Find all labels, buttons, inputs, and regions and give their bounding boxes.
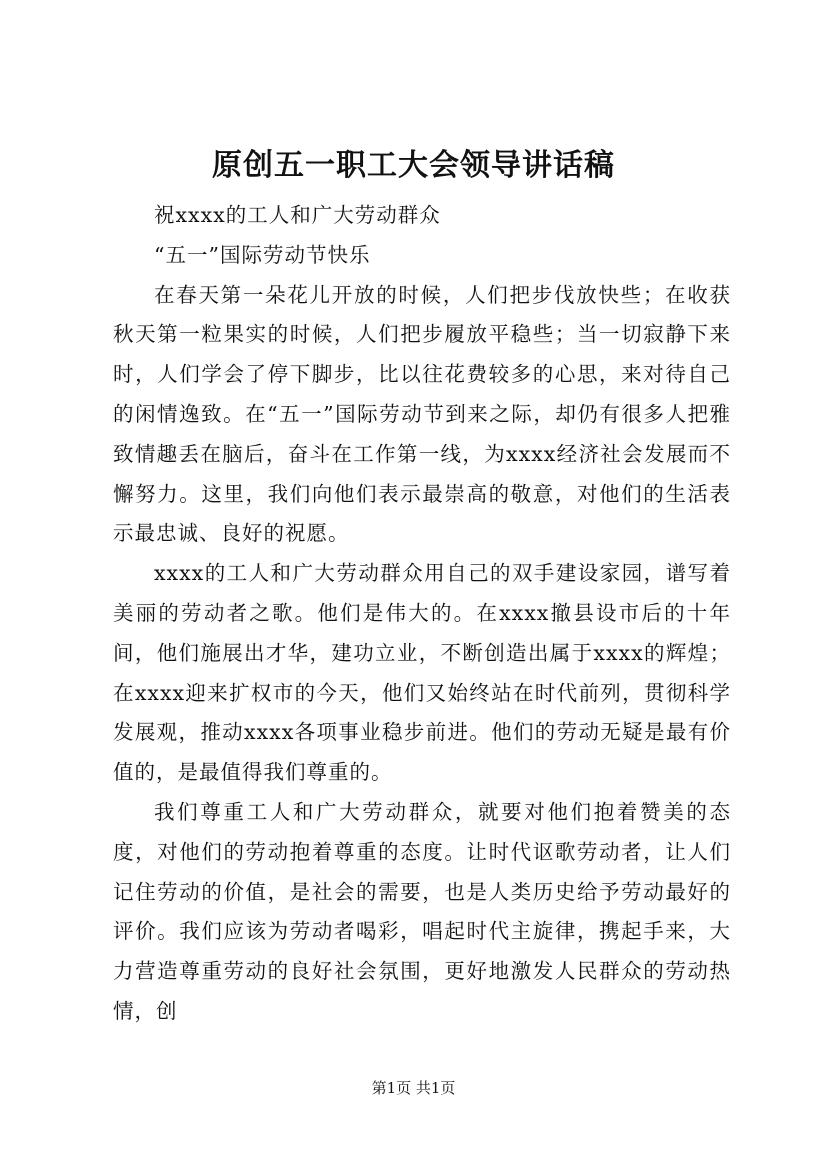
document-title: 原创五一职工大会领导讲话稿	[212, 148, 615, 183]
holiday-line: “五一”国际劳动节快乐	[154, 242, 371, 267]
page-footer: 第1页 共1页	[371, 1079, 456, 1097]
body-paragraph: 我们尊重工人和广大劳动群众，就要对他们抱着赞美的态度，对他们的劳动抱着尊重的态度。让时代讴歌劳动者，让人们记住劳动的价值，是社会的需要，也是人类历史给予劳动最好的评价。我们应该为劳动者喝彩，唱起时代主旋律，携起手来，大力营造尊重劳动的良好社会氛围，更好地激发人民群众的劳动热情，创	[113, 799, 731, 1023]
body-paragraph: xxxx的工人和广大劳动群众用自己的双手建设家园，谱写着美丽的劳动者之歌。他们是伟大的。在xxxx撤县设市后的十年间，他们施展出才华，建功立业，不断创造出属于xxxx的辉煌；在xxxx迎来扩权市的今天，他们又始终站在时代前列，贯彻科学发展观，推动xxxx各项事业稳步前进。他们的劳动无疑是最有价值的，是最值得我们尊重的。	[113, 561, 731, 785]
body-paragraph: 在春天第一朵花儿开放的时候，人们把步伐放快些；在收获秋天第一粒果实的时候，人们把步履放平稳些；当一切寂静下来时，人们学会了停下脚步，比以往花费较多的心思，来对待自己的闲情逸致。在“五一”国际劳动节到来之际，却仍有很多人把雅致情趣丢在脑后，奋斗在工作第一线，为xxxx经济社会发展而不懈努力。这里，我们向他们表示最崇高的敬意，对他们的生活表示最忠诚、良好的祝愿。	[113, 282, 731, 546]
document-body	[113, 196, 731, 1032]
greeting-line: 祝xxxx的工人和广大劳动群众	[154, 203, 441, 227]
